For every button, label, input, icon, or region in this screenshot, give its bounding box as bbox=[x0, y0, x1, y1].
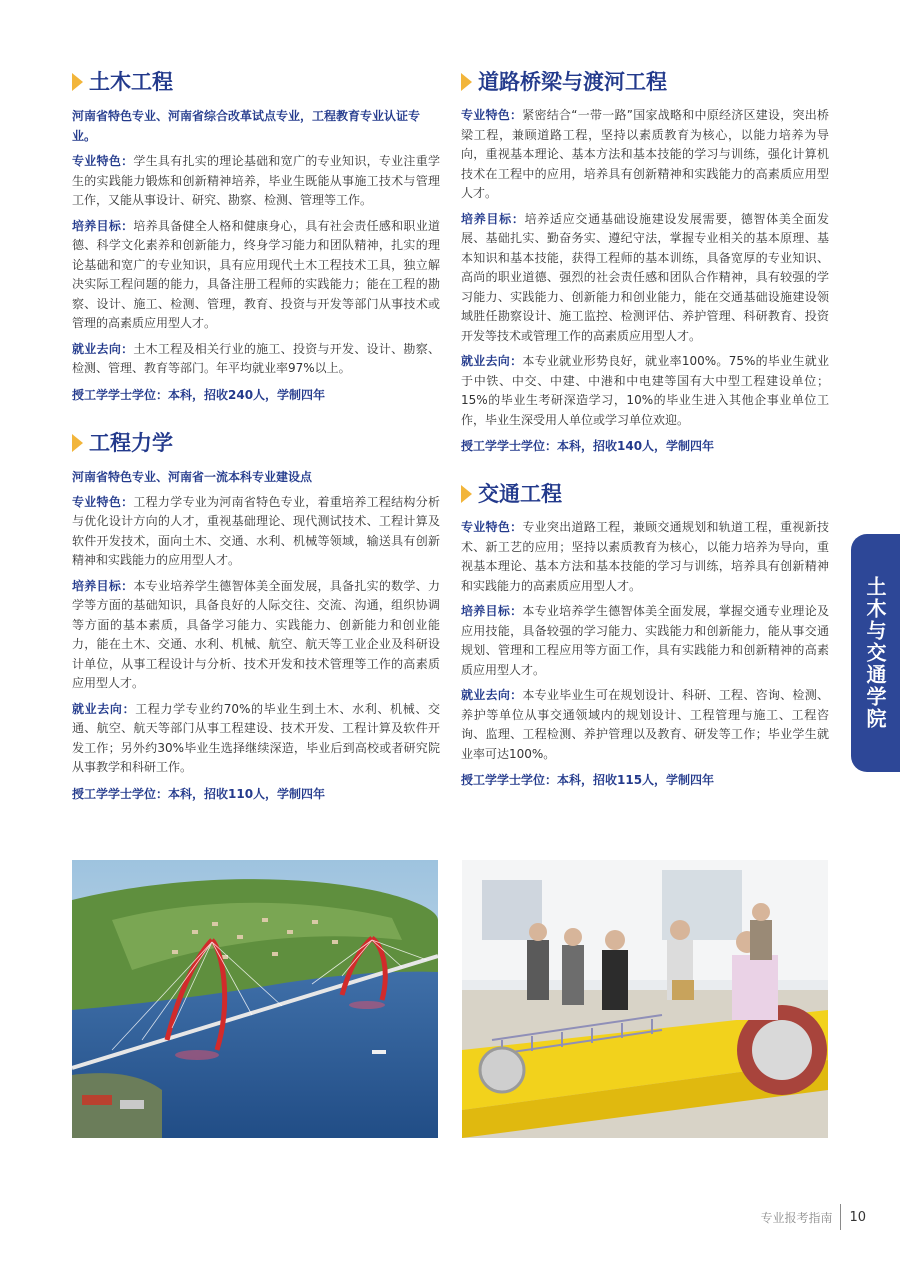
feature-label: 专业特色： bbox=[461, 108, 523, 122]
degree-text: 授工学学士学位：本科，招收110人，学制四年 bbox=[72, 786, 326, 801]
college-name: 土木与交通学院 bbox=[863, 576, 887, 730]
footer-divider bbox=[840, 1204, 841, 1230]
honor-text: 河南省特色专业、河南省综合改革试点专业，工程教育专业认证专业。 bbox=[72, 109, 421, 143]
section-title bbox=[72, 427, 440, 459]
college-side-tab bbox=[851, 534, 900, 772]
lab-visit-photo-illustration bbox=[462, 860, 828, 1138]
section-traffic-engineering bbox=[461, 478, 829, 790]
goal-paragraph bbox=[72, 577, 440, 694]
degree-text: 授工学学士学位：本科，招收115人，学制四年 bbox=[461, 773, 715, 787]
triangle-marker-icon bbox=[461, 73, 472, 91]
feature-paragraph bbox=[461, 106, 829, 204]
goal-label: 培养目标： bbox=[72, 578, 134, 593]
left-column bbox=[72, 66, 440, 826]
section-engineering-mechanics bbox=[72, 427, 440, 804]
degree-text: 授工学学士学位：本科，招收140人，学制四年 bbox=[461, 439, 715, 453]
triangle-marker-icon bbox=[461, 485, 472, 503]
bridge-photo bbox=[72, 860, 438, 1138]
career-label: 就业去向： bbox=[461, 688, 523, 702]
career-label: 就业去向： bbox=[72, 701, 136, 716]
section-title bbox=[72, 66, 440, 98]
feature-paragraph bbox=[72, 152, 440, 211]
goal-label: 培养目标： bbox=[461, 211, 525, 226]
section-title-text: 土木工程 bbox=[89, 70, 173, 94]
feature-label: 专业特色： bbox=[72, 154, 134, 168]
career-paragraph bbox=[72, 700, 440, 778]
career-text: 本专业就业形势良好，就业率100%。75%的毕业生就业于中铁、中交、中建、中港和中电建等国有大中型工程建设单位；15%的毕业生考研深造学习，10%的毕业生进入其他企事业单位工作，毕业生深受用人单位或学习单位欢迎。 bbox=[461, 354, 829, 427]
section-title bbox=[461, 66, 829, 98]
feature-text: 紧密结合“一带一路”国家战略和中原经济区建设，突出桥梁工程，兼顾道路工程，坚持以素质教育为核心，以能力培养为导向，重视基本理论、基本方法和基本技能的学习与训练，强化计算机技术在工程中的应用，培养具有创新精神和实践能力的高素质应用型人才。 bbox=[461, 108, 829, 200]
goal-text: 本专业培养学生德智体美全面发展，具备扎实的数学、力学等方面的基础知识，具备良好的人际交往、交流、沟通，组织协调等方面的基本素质，具备学习能力、实践能力、创新能力和创业能力，能在土木、交通、水利、机械、航空、航天等工业企业及科研设计单位，从事工程设计与分析、技术开发和技术管理等工作的高素质应用型人才。 bbox=[72, 578, 440, 690]
feature-label: 专业特色： bbox=[461, 520, 523, 534]
feature-paragraph bbox=[72, 493, 440, 571]
footer-label: 专业报考指南 bbox=[760, 1210, 833, 1225]
career-label: 就业去向： bbox=[72, 341, 134, 356]
career-paragraph bbox=[461, 352, 829, 430]
feature-text: 专业突出道路工程，兼顾交通规划和轨道工程，重视新技术、新工艺的应用；坚持以素质教育为核心，以能力培养为导向，重视基本理论、基本方法和基本技能的学习与训练，培养具有创新精神和实践能力的高素质应用型人才。 bbox=[461, 520, 829, 593]
degree-text: 授工学学士学位：本科，招收240人，学制四年 bbox=[72, 387, 326, 402]
triangle-marker-icon bbox=[72, 434, 83, 452]
career-label: 就业去向： bbox=[461, 354, 523, 368]
goal-text: 本专业培养学生德智体美全面发展，掌握交通专业理论及应用技能，具备较强的学习能力、实践能力和创新能力，能从事交通规划、管理和工程应用等方面工作，具有实践能力和创新精神的高素质应用型人才。 bbox=[461, 604, 829, 677]
section-title bbox=[461, 478, 829, 510]
feature-label: 专业特色： bbox=[72, 494, 134, 509]
goal-paragraph bbox=[461, 602, 829, 680]
triangle-marker-icon bbox=[72, 73, 83, 91]
career-text: 土木工程及相关行业的施工、投资与开发、设计、勘察、检测、管理、教育等部门。年平均就业率97%以上。 bbox=[72, 341, 440, 375]
section-title-text: 交通工程 bbox=[478, 482, 562, 506]
section-title-text: 道路桥梁与渡河工程 bbox=[478, 70, 667, 94]
feature-paragraph bbox=[461, 518, 829, 596]
goal-paragraph bbox=[461, 210, 829, 347]
page-number: 10 bbox=[849, 1209, 866, 1225]
feature-text: 工程力学专业为河南省特色专业，着重培养工程结构分析与优化设计方向的人才，重视基础理论、现代测试技术、工程计算及软件开发技术，面向土木、交通、水利、机械等领域，输送具有创新精神和实践能力的应用型人才。 bbox=[72, 494, 440, 567]
bridge-photo-illustration bbox=[72, 860, 438, 1138]
section-title-text: 工程力学 bbox=[89, 430, 173, 455]
goal-paragraph bbox=[72, 217, 440, 334]
honor-text: 河南省特色专业、河南省一流本科专业建设点 bbox=[72, 469, 313, 484]
feature-text: 学生具有扎实的理论基础和宽广的专业知识，专业注重学生的实践能力锻炼和创新精神培养，毕业生既能从事施工技术与管理工作，又能从事设计、研究、勘察、检测、管理等工作。 bbox=[72, 154, 440, 207]
goal-label: 培养目标： bbox=[72, 218, 134, 233]
right-column bbox=[461, 66, 829, 812]
career-text: 工程力学专业约70%的毕业生到土木、水利、机械、交通、航空、航天等部门从事工程建设、技术开发、工程计算及软件开发工作；另外约30%毕业生选择继续深造，毕业后到高校或者研究院从事教学和科研工作。 bbox=[72, 701, 440, 774]
career-paragraph bbox=[461, 686, 829, 764]
career-text: 本专业毕业生可在规划设计、科研、工程、咨询、检测、养护等单位从事交通领域内的规划设计、工程管理与施工、工程咨询、监理、工程检测、养护管理以及教育、研发等工作；毕业学生就业率可达100%。 bbox=[461, 688, 829, 761]
section-road-bridge-engineering bbox=[461, 66, 829, 456]
goal-text: 培养具备健全人格和健康身心，具有社会责任感和职业道德、科学文化素养和创新能力，终身学习能力和团队精神，扎实的理论基础和宽广的专业知识，具有应用现代土木工程技术工具，独立解决实际工程问题的能力，具备注册工程师的实践能力；能在工程的勘察、设计、施工、检测、管理，教育、投资与开发等部门从事技术或管理的高素质应用型人才。 bbox=[72, 218, 440, 330]
career-paragraph bbox=[72, 340, 440, 379]
page-footer bbox=[760, 1204, 866, 1230]
lab-visit-photo bbox=[462, 860, 828, 1138]
goal-text: 培养适应交通基础设施建设发展需要，德智体美全面发展、基础扎实、勤奋务实、遵纪守法，掌握专业相关的基本原理、基本知识和基本技能，获得工程师的基本训练，具备宽厚的专业知识、高尚的职业道德、强烈的社会责任感和团队合作精神，具有较强的学习能力、实践能力、创新能力和创业能力，能在交通基础设施建设领域胜任勘察设计、施工监控、检测评估、养护管理、科研教育、投资开发等技术或管理工作的高素质应用型人才。 bbox=[461, 211, 829, 343]
section-civil-engineering bbox=[72, 66, 440, 405]
goal-label: 培养目标： bbox=[461, 604, 523, 618]
